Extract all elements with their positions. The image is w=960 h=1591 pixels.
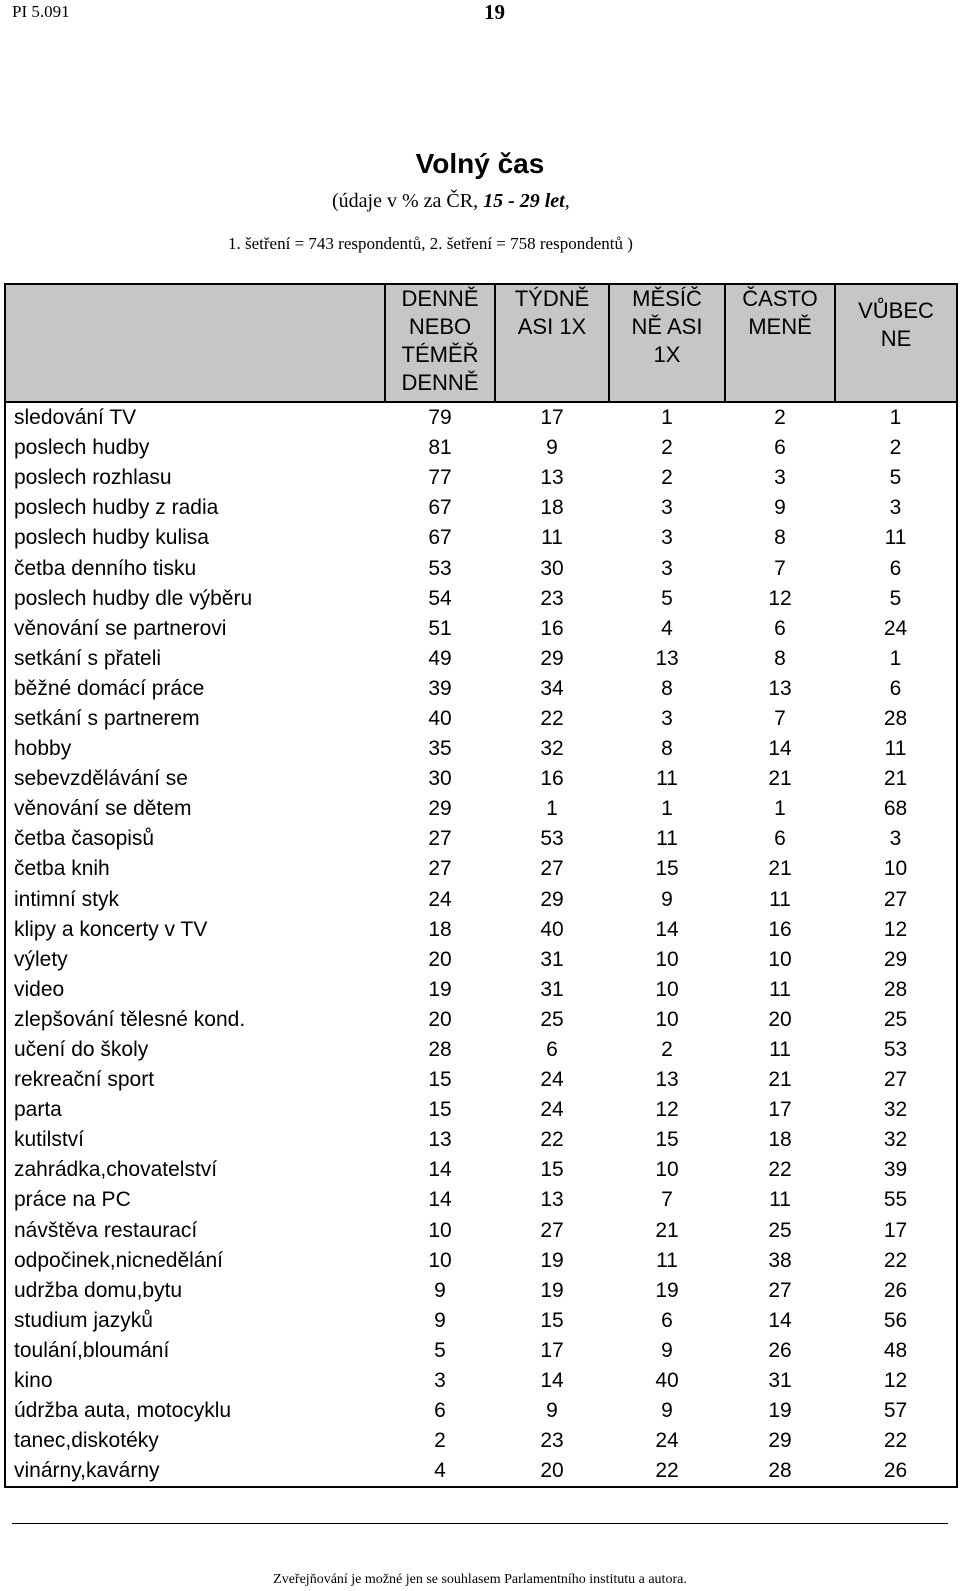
- row-label: poslech hudby: [14, 436, 150, 460]
- value-cell: 49: [428, 646, 452, 670]
- value-cell: 16: [540, 767, 564, 791]
- value-cell: 31: [768, 1369, 792, 1393]
- table-row: [5, 1095, 957, 1125]
- value-cell: 2: [661, 1038, 673, 1062]
- table-row: [5, 1246, 957, 1276]
- value-cell: 13: [540, 466, 564, 490]
- table-row: [5, 584, 957, 614]
- value-cell: 3: [661, 706, 673, 730]
- value-cell: 10: [428, 1218, 452, 1242]
- value-cell: 5: [434, 1338, 446, 1362]
- row-label: tanec,diskotéky: [14, 1429, 159, 1453]
- value-cell: 15: [655, 1128, 679, 1152]
- value-cell: 6: [774, 436, 786, 460]
- table-row: [5, 885, 957, 915]
- row-label: vinárny,kavárny: [14, 1459, 160, 1483]
- value-cell: 12: [883, 917, 908, 941]
- value-cell: 13: [655, 1068, 679, 1092]
- value-cell: 14: [655, 917, 679, 941]
- row-label: zlepšování tělesné kond.: [14, 1007, 246, 1031]
- value-cell: 29: [768, 1429, 792, 1453]
- value-cell: 6: [889, 676, 902, 700]
- value-cell: 20: [428, 947, 452, 971]
- row-label: údržba auta, motocyklu: [14, 1399, 232, 1423]
- table-row: [5, 493, 957, 523]
- page-number: 19: [484, 0, 505, 24]
- header-daily: DENNĚ NEBO TÉMĚŘ DENNĚ: [385, 284, 495, 402]
- value-cell: 17: [883, 1218, 908, 1242]
- leisure-table: [4, 283, 958, 1488]
- value-cell: 40: [540, 917, 564, 941]
- value-cell: 32: [883, 1098, 908, 1122]
- value-cell: 29: [883, 947, 908, 971]
- value-cell: 31: [540, 977, 564, 1001]
- value-cell: 53: [428, 556, 452, 580]
- row-label: poslech hudby kulisa: [14, 526, 209, 550]
- table-row: [5, 824, 957, 854]
- value-cell: 11: [769, 887, 791, 911]
- table-row: [5, 1005, 957, 1035]
- value-cell: 12: [883, 1369, 908, 1393]
- value-cell: 25: [540, 1007, 564, 1031]
- row-label: intimní styk: [14, 887, 120, 911]
- value-cell: 24: [540, 1098, 564, 1122]
- value-cell: 1: [661, 797, 673, 821]
- page-title: Volný čas: [415, 148, 545, 179]
- value-cell: 26: [883, 1459, 908, 1483]
- value-cell: 48: [883, 1338, 908, 1362]
- value-cell: 3: [661, 496, 673, 520]
- value-cell: 79: [385, 402, 495, 433]
- row-label: parta: [14, 1098, 62, 1122]
- value-cell: 25: [883, 1007, 908, 1031]
- value-cell: 40: [428, 706, 452, 730]
- value-cell: 9: [661, 1338, 673, 1362]
- value-cell: 16: [540, 616, 564, 640]
- value-cell: 31: [540, 947, 564, 971]
- value-cell: 9: [434, 1278, 446, 1302]
- value-cell: 22: [540, 1128, 564, 1152]
- value-cell: 67: [428, 526, 452, 550]
- value-cell: 10: [655, 977, 679, 1001]
- value-cell: 27: [540, 1218, 564, 1242]
- value-cell: 13: [540, 1188, 564, 1212]
- value-cell: 13: [768, 676, 792, 700]
- value-cell: 4: [661, 616, 673, 640]
- value-cell: 27: [768, 1278, 792, 1302]
- value-cell: 7: [774, 706, 786, 730]
- row-label: odpočinek,nicnedělání: [14, 1248, 223, 1272]
- row-label: věnování se partnerovi: [14, 616, 227, 640]
- value-cell: 17: [540, 1338, 564, 1362]
- row-label: četba denního tisku: [14, 556, 197, 580]
- footer-note: Zveřejňování je možné jen se souhlasem Parlamentního institutu a autora.: [273, 1572, 687, 1587]
- value-cell: 19: [540, 1278, 564, 1302]
- value-cell: 11: [656, 767, 678, 791]
- value-cell: 11: [656, 827, 678, 851]
- value-cell: 30: [540, 556, 564, 580]
- table-header: [5, 284, 957, 402]
- value-cell: 15: [428, 1098, 452, 1122]
- value-cell: 2: [889, 436, 902, 460]
- value-cell: 27: [883, 1068, 908, 1092]
- subtitle-age-range: 15 - 29 let: [483, 190, 565, 212]
- table-row: [5, 794, 957, 824]
- value-cell: 10: [883, 857, 908, 881]
- table-row: [5, 1426, 957, 1456]
- value-cell: 25: [768, 1218, 792, 1242]
- row-label: toulání,bloumání: [14, 1338, 170, 1362]
- value-cell: 1: [835, 402, 957, 433]
- value-cell: 67: [428, 496, 452, 520]
- value-cell: 27: [428, 857, 452, 881]
- value-cell: 7: [774, 556, 786, 580]
- table-row: [5, 553, 957, 583]
- value-cell: 9: [774, 496, 786, 520]
- row-label: setkání s partnerem: [14, 706, 200, 730]
- value-cell: 54: [428, 586, 452, 610]
- value-cell: 3: [661, 556, 673, 580]
- value-cell: 32: [883, 1128, 908, 1152]
- value-cell: 29: [540, 646, 564, 670]
- value-cell: 55: [883, 1188, 908, 1212]
- value-cell: 40: [655, 1369, 679, 1393]
- value-cell: 15: [655, 857, 679, 881]
- value-cell: 24: [540, 1068, 564, 1092]
- value-cell: 10: [428, 1248, 452, 1272]
- value-cell: 28: [883, 977, 908, 1001]
- row-label: kutilství: [14, 1128, 85, 1152]
- value-cell: 15: [540, 1158, 564, 1182]
- value-cell: 19: [768, 1399, 792, 1423]
- value-cell: 3: [889, 827, 902, 851]
- table-row: [5, 945, 957, 975]
- value-cell: 24: [883, 616, 908, 640]
- value-cell: 53: [883, 1038, 908, 1062]
- value-cell: 22: [883, 1248, 908, 1272]
- value-cell: 39: [883, 1158, 908, 1182]
- table-row: [5, 915, 957, 945]
- value-cell: 68: [883, 797, 908, 821]
- value-cell: 3: [434, 1369, 446, 1393]
- table-row: [5, 433, 957, 463]
- row-label: učení do školy: [14, 1038, 149, 1062]
- value-cell: 11: [769, 1038, 791, 1062]
- value-cell: 32: [540, 737, 564, 761]
- value-cell: 2: [434, 1429, 446, 1453]
- value-cell: 15: [540, 1308, 564, 1332]
- value-cell: 11: [769, 1188, 791, 1212]
- value-cell: 27: [428, 827, 452, 851]
- value-cell: 28: [883, 706, 908, 730]
- value-cell: 9: [546, 436, 558, 460]
- value-cell: 51: [428, 616, 452, 640]
- value-cell: 21: [768, 1068, 792, 1092]
- value-cell: 5: [889, 586, 902, 610]
- row-label: návštěva restaurací: [14, 1218, 198, 1242]
- value-cell: 27: [540, 857, 564, 881]
- value-cell: 2: [725, 402, 835, 433]
- value-cell: 22: [883, 1429, 908, 1453]
- value-cell: 30: [428, 767, 452, 791]
- value-cell: 9: [661, 887, 673, 911]
- value-cell: 18: [428, 917, 452, 941]
- value-cell: 81: [428, 436, 452, 460]
- value-cell: 1: [609, 402, 725, 433]
- value-cell: 22: [768, 1158, 792, 1182]
- value-cell: 22: [540, 706, 564, 730]
- value-cell: 34: [540, 676, 564, 700]
- header-less-often: ČASTO MENĚ: [725, 284, 835, 402]
- value-cell: 4: [434, 1459, 446, 1483]
- table-row: [5, 523, 957, 553]
- row-label: četba časopisů: [14, 827, 155, 851]
- value-cell: 2: [661, 466, 673, 490]
- table-row: [5, 734, 957, 764]
- table-row: [5, 402, 957, 433]
- value-cell: 10: [768, 947, 792, 971]
- value-cell: 9: [661, 1399, 673, 1423]
- value-cell: 38: [768, 1248, 792, 1272]
- value-cell: 26: [883, 1278, 908, 1302]
- value-cell: 11: [884, 737, 907, 761]
- value-cell: 11: [884, 526, 907, 550]
- table-row: [5, 1396, 957, 1426]
- row-label: poslech hudby z radia: [14, 496, 219, 520]
- value-cell: 56: [883, 1308, 908, 1332]
- row-label: poslech hudby dle výběru: [14, 586, 253, 610]
- header-row: [5, 284, 957, 402]
- table-row: [5, 614, 957, 644]
- value-cell: 19: [428, 977, 452, 1001]
- value-cell: 14: [768, 1308, 792, 1332]
- row-label: klipy a koncerty v TV: [14, 917, 208, 941]
- value-cell: 10: [655, 947, 679, 971]
- value-cell: 3: [774, 466, 786, 490]
- subtitle-line-2: 1. šetření = 743 respondentů, 2. šetření = 758 respondentů ): [228, 234, 633, 253]
- value-cell: 8: [661, 737, 673, 761]
- value-cell: 9: [546, 1399, 558, 1423]
- row-label: hobby: [14, 737, 72, 761]
- footer-divider: [12, 1523, 948, 1524]
- value-cell: 2: [661, 436, 673, 460]
- value-cell: 77: [428, 466, 452, 490]
- row-label: kino: [14, 1369, 53, 1393]
- value-cell: 28: [768, 1459, 792, 1483]
- value-cell: 14: [428, 1188, 452, 1212]
- value-cell: 6: [661, 1308, 673, 1332]
- value-cell: 5: [889, 466, 902, 490]
- table-row: [5, 463, 957, 493]
- value-cell: 29: [540, 887, 564, 911]
- table-row: [5, 644, 957, 674]
- value-cell: 8: [774, 526, 786, 550]
- row-label: video: [14, 977, 65, 1001]
- value-cell: 29: [428, 797, 452, 821]
- value-cell: 53: [540, 827, 564, 851]
- row-label: věnování se dětem: [14, 797, 192, 821]
- value-cell: 5: [661, 586, 673, 610]
- table-row: [5, 1306, 957, 1336]
- row-label: četba knih: [14, 857, 110, 881]
- row-label: rekreační sport: [14, 1068, 155, 1092]
- value-cell: 35: [428, 737, 452, 761]
- value-cell: 8: [774, 646, 786, 670]
- table-row: [5, 1185, 957, 1215]
- value-cell: 24: [428, 887, 452, 911]
- value-cell: 21: [655, 1218, 679, 1242]
- table-row: [5, 1336, 957, 1366]
- value-cell: 1: [774, 797, 786, 821]
- value-cell: 8: [661, 676, 673, 700]
- value-cell: 20: [540, 1459, 564, 1483]
- value-cell: 12: [768, 586, 792, 610]
- value-cell: 6: [546, 1038, 558, 1062]
- table-row: [5, 1065, 957, 1095]
- value-cell: 6: [889, 556, 902, 580]
- value-cell: 12: [655, 1098, 679, 1122]
- table-body: [5, 402, 957, 1487]
- table-row: [5, 1125, 957, 1155]
- row-label: setkání s přateli: [14, 646, 162, 670]
- value-cell: 18: [768, 1128, 792, 1152]
- value-cell: 22: [655, 1459, 679, 1483]
- value-cell: 6: [774, 616, 786, 640]
- row-label: běžné domácí práce: [14, 676, 205, 700]
- value-cell: 23: [540, 586, 564, 610]
- value-cell: 19: [540, 1248, 564, 1272]
- value-cell: 6: [774, 827, 786, 851]
- table-row: [5, 1035, 957, 1065]
- value-cell: 26: [768, 1338, 792, 1362]
- table-row: [5, 1155, 957, 1185]
- value-cell: 13: [655, 646, 679, 670]
- value-cell: 13: [428, 1128, 452, 1152]
- table-row: [5, 674, 957, 704]
- value-cell: 27: [883, 887, 908, 911]
- document-code: PI 5.091: [12, 2, 70, 21]
- header-label: [5, 284, 385, 402]
- header-monthly: MĚSÍČ NĚ ASI 1X: [609, 284, 725, 402]
- row-label: sledování TV: [5, 402, 385, 433]
- value-cell: 39: [428, 676, 452, 700]
- table-row: [5, 704, 957, 734]
- value-cell: 11: [541, 526, 563, 550]
- value-cell: 24: [655, 1429, 679, 1453]
- value-cell: 17: [768, 1098, 792, 1122]
- value-cell: 15: [428, 1068, 452, 1092]
- value-cell: 17: [495, 402, 609, 433]
- value-cell: 14: [768, 737, 792, 761]
- subtitle-line-1: [332, 190, 570, 213]
- value-cell: 20: [428, 1007, 452, 1031]
- row-label: poslech rozhlasu: [14, 466, 172, 490]
- value-cell: 28: [428, 1038, 452, 1062]
- header-weekly: TÝDNĚ ASI 1X: [495, 284, 609, 402]
- value-cell: 21: [883, 767, 908, 791]
- table-row: [5, 854, 957, 884]
- table-row: [5, 1216, 957, 1246]
- value-cell: 14: [540, 1369, 564, 1393]
- value-cell: 21: [768, 857, 792, 881]
- value-cell: 18: [540, 496, 564, 520]
- value-cell: 3: [889, 496, 902, 520]
- row-label: výlety: [14, 947, 68, 971]
- value-cell: 57: [883, 1399, 908, 1423]
- subtitle-suffix: ,: [564, 190, 570, 212]
- value-cell: 11: [656, 1248, 678, 1272]
- value-cell: 3: [661, 526, 673, 550]
- value-cell: 6: [434, 1399, 446, 1423]
- value-cell: 7: [661, 1188, 673, 1212]
- row-label: studium jazyků: [14, 1308, 153, 1332]
- value-cell: 9: [434, 1308, 446, 1332]
- value-cell: 1: [889, 646, 902, 670]
- table-row: [5, 1276, 957, 1306]
- value-cell: 10: [655, 1158, 679, 1182]
- row-label: práce na PC: [14, 1188, 131, 1212]
- value-cell: 14: [428, 1158, 452, 1182]
- value-cell: 10: [655, 1007, 679, 1031]
- value-cell: 11: [769, 977, 791, 1001]
- value-cell: 1: [546, 797, 558, 821]
- value-cell: 16: [768, 917, 792, 941]
- table-row: [5, 1456, 957, 1487]
- row-label: sebevzdělávání se: [14, 767, 188, 791]
- row-label: zahrádka,chovatelství: [14, 1158, 218, 1182]
- value-cell: 23: [540, 1429, 564, 1453]
- value-cell: 19: [655, 1278, 679, 1302]
- value-cell: 21: [768, 767, 792, 791]
- row-label: udržba domu,bytu: [14, 1278, 183, 1302]
- table-row: [5, 764, 957, 794]
- header-never: VŮBEC NE: [835, 284, 957, 402]
- table-row: [5, 1366, 957, 1396]
- subtitle-prefix: (údaje v % za ČR,: [332, 190, 484, 212]
- value-cell: 20: [768, 1007, 792, 1031]
- table-row: [5, 975, 957, 1005]
